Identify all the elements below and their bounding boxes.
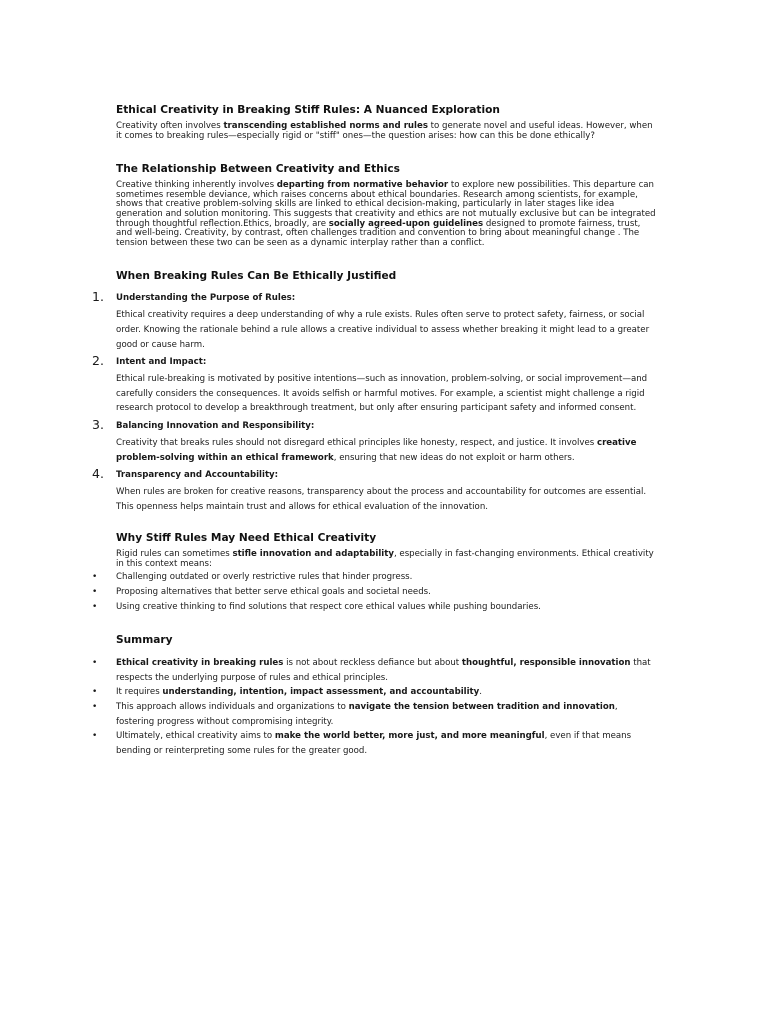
bold-phrase: Ethical creativity in breaking rules (116, 658, 284, 669)
bullet-item (92, 700, 656, 729)
bullet-item (92, 729, 656, 758)
list-item (92, 289, 656, 352)
bold-phrase: stifle innovation and adaptability (232, 549, 394, 560)
stiff-rules-intro (116, 550, 656, 569)
bullet-text (116, 687, 482, 697)
bullet-item (92, 656, 656, 685)
relationship-paragraph (116, 181, 656, 248)
list-item (92, 353, 656, 416)
text-run: is not about reckless defiance but about (283, 658, 462, 669)
bullet-item (92, 570, 656, 585)
document-content (92, 104, 656, 758)
bullet-icon: • (92, 601, 98, 612)
text-run: , ensuring that new ideas do not exploit or harm others. (333, 452, 575, 463)
bullet-text (116, 572, 412, 582)
bullet-text (116, 658, 651, 683)
list-item-title: Intent and Impact: (116, 357, 207, 368)
text-run: , fostering progress without compromising integrity. (116, 702, 618, 727)
bullet-item (92, 585, 656, 600)
bold-phrase: socially agreed-upon guidelines (328, 218, 484, 229)
text-run: Creativity that breaks rules should not disregard ethical principles like honesty, respect, and justice. It involves (116, 437, 597, 448)
text-run: to generate novel and useful ideas. However, when it comes to breaking rules—especially rigid or "stiff" ones—the question arises: how can this be done ethically? (116, 121, 653, 141)
bullet-icon: • (92, 658, 98, 669)
text-run: Proposing alternatives that better serve ethical goals and societal needs. (116, 587, 431, 598)
text-run: , even if that means bending or reinterpreting some rules for the greater good. (116, 731, 632, 756)
bullet-text (116, 731, 631, 756)
bullet-text (116, 702, 618, 727)
bold-phrase: transcending established norms and rules (223, 121, 428, 131)
list-item-body (116, 308, 656, 352)
summary-bullet-list (92, 656, 656, 758)
text-run: When rules are broken for creative reasons, transparency about the process and accountability for outcomes are essential. This openness helps maintain trust and allows for ethical evaluation of the innovation. (116, 487, 647, 512)
bullet-text (116, 602, 541, 612)
list-item-title: Understanding the Purpose of Rules: (116, 293, 296, 304)
bold-phrase: make the world better, more just, and more meaningful (274, 731, 545, 742)
text-run: This approach allows individuals and organizations to (116, 702, 349, 713)
text-run: Rigid rules can sometimes (116, 549, 233, 560)
text-run: Ultimately, ethical creativity aims to (116, 731, 275, 742)
justified-numbered-list (92, 289, 656, 514)
intro-paragraph (116, 122, 656, 141)
text-run: Ethical creativity requires a deep understanding of why a rule exists. Rules often serve to protect safety, fairness, or social order. Knowing the rationale behind a rule allows a creative individual to assess whether breaking it might lead to a greater good or cause harm. (116, 310, 650, 350)
bullet-item (92, 600, 656, 615)
text-run: designed to promote fairness, trust, and well-being. Creativity, by contrast, often challenges tradition and convention to bring about meaningful change . The tension between these two can be seen as a dynamic interplay rather than a conflict. (116, 218, 641, 248)
list-number: 3. (92, 416, 104, 432)
bold-phrase: understanding, intention, impact assessment, and accountability (162, 687, 480, 698)
list-number: 2. (92, 353, 104, 369)
text-run: It requires (116, 687, 163, 698)
text-run: Using creative thinking to find solutions that respect core ethical values while pushing boundaries. (116, 601, 541, 612)
text-run: Creative thinking inherently involves (116, 180, 277, 191)
section-heading-summary: Summary (116, 634, 173, 647)
bold-phrase: navigate the tension between tradition and innovation (348, 702, 615, 713)
bullet-text (116, 587, 431, 597)
stiff-rules-bullet-list (92, 570, 656, 614)
text-run: Creativity often involves (116, 121, 224, 131)
bold-phrase: creative problem-solving within an ethical framework (116, 437, 637, 463)
list-item (92, 466, 656, 514)
bullet-icon: • (92, 731, 98, 742)
bullet-icon: • (92, 687, 98, 698)
list-item-title: Balancing Innovation and Responsibility: (116, 420, 315, 431)
bullet-icon: • (92, 572, 98, 583)
list-number: 4. (92, 466, 104, 482)
bold-phrase: thoughtful, responsible innovation (461, 658, 631, 669)
text-run: to explore new possibilities. This departure can sometimes resemble deviance, which raises concerns about ethical boundaries. Research among scientists, for example, shows that creative problem-solving skills are linked to ethical decision-making, particularly in later stages like idea generation and solution monitoring. This suggests that creativity and ethics are not mutually exclusive but can be integrated through thoughtful reflection.Ethics, broadly, are (116, 180, 656, 229)
text-run: that respects the underlying purpose of rules and ethical principles. (116, 658, 651, 683)
list-item-title: Transparency and Accountability: (116, 470, 279, 481)
list-item (92, 416, 656, 465)
text-run: Challenging outdated or overly restrictive rules that hinder progress. (116, 572, 413, 583)
list-item-body (116, 485, 656, 514)
list-number: 1. (92, 289, 104, 305)
section-heading-justified: When Breaking Rules Can Be Ethically Justified (116, 270, 397, 283)
section-heading-stiff-rules: Why Stiff Rules May Need Ethical Creativity (116, 532, 377, 545)
document-title: Ethical Creativity in Breaking Stiff Rules: A Nuanced Exploration (116, 104, 500, 116)
text-run: Ethical rule-breaking is motivated by positive intentions—such as innovation, problem-solving, or social improvement—and carefully considers the consequences. It avoids selfish or harmful motives. For example, a scientist might challenge a rigid research protocol to develop a breakthrough treatment, but only after ensuring participant safety and informed consent. (116, 374, 648, 414)
bullet-item (92, 685, 656, 700)
bullet-icon: • (92, 702, 98, 713)
list-item-body (116, 436, 656, 465)
bold-phrase: departing from normative behavior (276, 180, 449, 191)
section-heading-relationship: The Relationship Between Creativity and Ethics (116, 163, 400, 176)
text-run: . (479, 687, 483, 698)
bullet-icon: • (92, 587, 98, 598)
list-item-body (116, 372, 656, 416)
text-run: , especially in fast-changing environments. Ethical creativity in this context means: (116, 549, 654, 569)
